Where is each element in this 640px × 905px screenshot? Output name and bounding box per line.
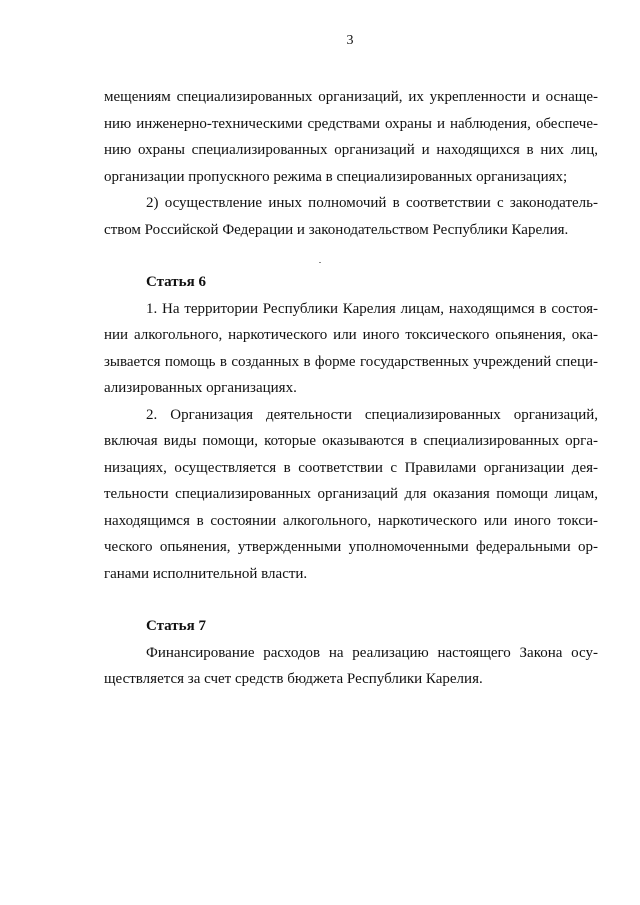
text-line: ганами исполнительной власти.	[104, 565, 308, 582]
text-line: мещениям специализированных организаций, их укрепленности и оснаще-	[104, 89, 598, 105]
text-line: ством Российской Федерации и законодательством Республики Карелия.	[104, 221, 569, 238]
article-6-heading: Статья 6	[146, 274, 206, 290]
text-line: тельности специализированных организаций для оказания помощи лицам,	[104, 486, 598, 502]
text-line: нии алкогольного, наркотического или иного токсического опьянения, ока-	[104, 327, 598, 343]
spacer	[104, 587, 598, 613]
text-line: ализированных организациях.	[104, 380, 297, 396]
article-7-paragraph-1	[104, 640, 598, 693]
text-line: организации пропускного режима в специализированных организациях;	[104, 168, 568, 185]
text-line: 2) осуществление иных полномочий в соответствии с законодатель-	[146, 195, 598, 211]
text-line: 1. На территории Республики Карелия лицам, находящимся в состоя-	[146, 300, 598, 317]
text-line: зывается помощь в созданных в форме государственных учреждений специ-	[104, 353, 598, 370]
text-line: 2. Организация деятельности специализированных организаций,	[146, 406, 598, 423]
spacer	[104, 243, 598, 269]
scan-speck	[319, 262, 321, 263]
page-number: 3	[346, 33, 354, 48]
article-6-paragraph-2	[104, 402, 598, 588]
text-line: включая виды помощи, которые оказываются в специализированных орга-	[104, 433, 598, 449]
text-line: низациях, осуществляется в соответствии с Правилами организации дея-	[104, 459, 598, 476]
text-line: Финансирование расходов на реализацию настоящего Закона осу-	[146, 644, 598, 661]
article-7-heading: Статья 7	[146, 618, 206, 634]
text-line: нию инженерно-техническими средствами охраны и наблюдения, обеспече-	[104, 115, 598, 132]
text-line: находящимся в состоянии алкогольного, наркотического или иного токси-	[104, 512, 598, 529]
text-line: нию охраны специализированных организаций и находящихся в них лиц,	[104, 142, 598, 158]
item-2-paragraph	[104, 190, 598, 243]
article-6-paragraph-1	[104, 296, 598, 402]
continuation-paragraph	[104, 84, 598, 190]
text-line: ческого опьянения, утвержденными уполномоченными федеральными ор-	[104, 539, 598, 555]
text-line: ществляется за счет средств бюджета Республики Карелия.	[104, 671, 483, 687]
document-body	[104, 84, 598, 693]
